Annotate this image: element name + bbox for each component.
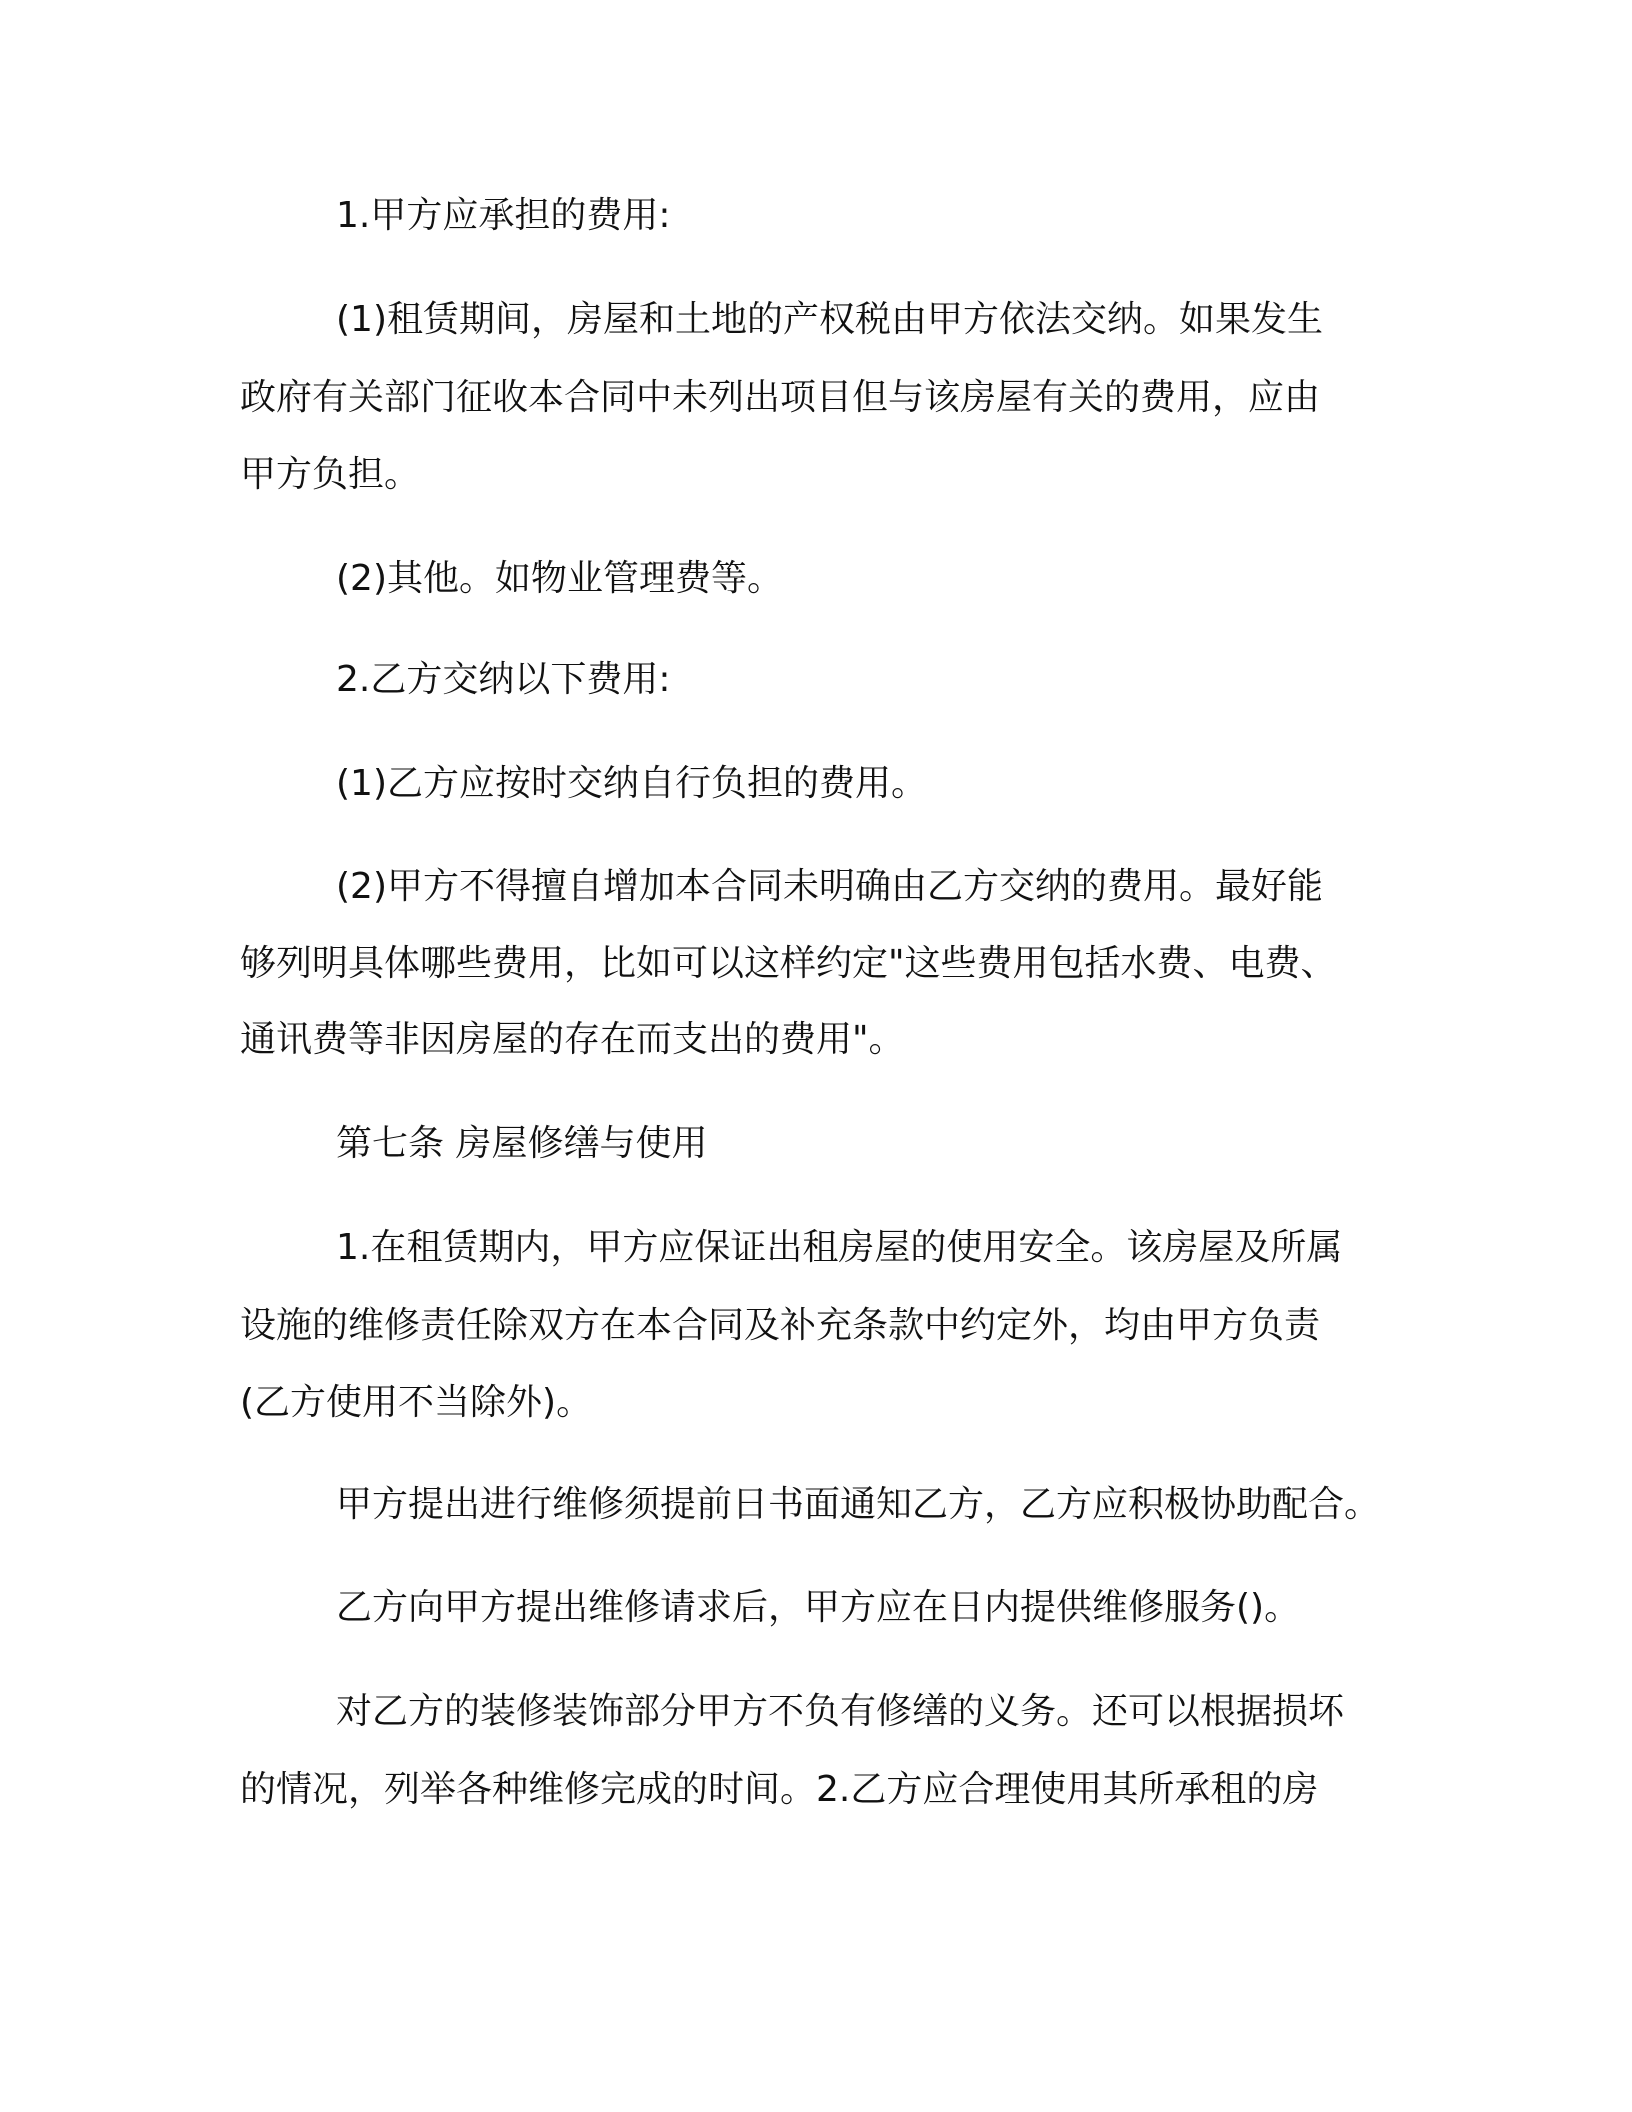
text-line: 的情况，列举各种维修完成的时间。2.乙方应合理使用其所承租的房 [240,1769,1319,1810]
text-line: (2)甲方不得擅自增加本合同未明确由乙方交纳的费用。最好能 [336,866,1323,907]
text-line: 2.乙方交纳以下费用: [336,659,671,700]
text-line: 乙方向甲方提出维修请求后，甲方应在日内提供维修服务()。 [336,1587,1301,1628]
text-line: 政府有关部门征收本合同中未列出项目但与该房屋有关的费用，应由 [240,377,1321,418]
text-line: (1)租赁期间，房屋和土地的产权税由甲方依法交纳。如果发生 [336,299,1323,340]
text-line: 对乙方的装修装饰部分甲方不负有修缮的义务。还可以根据损坏 [336,1691,1345,1732]
text-line: (2)其他。如物业管理费等。 [336,558,783,599]
text-line: 1.在租赁期内，甲方应保证出租房屋的使用安全。该房屋及所属 [336,1227,1343,1268]
section-heading: 第七条 房屋修缮与使用 [336,1123,708,1164]
text-line: 甲方负担。 [240,454,421,495]
text-line: (乙方使用不当除外)。 [240,1382,593,1423]
text-line: 1.甲方应承担的费用: [336,195,671,236]
text-line: 设施的维修责任除双方在本合同及补充条款中约定外，均由甲方负责 [240,1305,1321,1346]
text-line: (1)乙方应按时交纳自行负担的费用。 [336,763,927,804]
text-line: 通讯费等非因房屋的存在而支出的费用"。 [240,1019,905,1060]
text-line: 甲方提出进行维修须提前日书面通知乙方，乙方应积极协助配合。 [336,1484,1381,1525]
text-line: 够列明具体哪些费用，比如可以这样约定"这些费用包括水费、电费、 [240,943,1337,984]
